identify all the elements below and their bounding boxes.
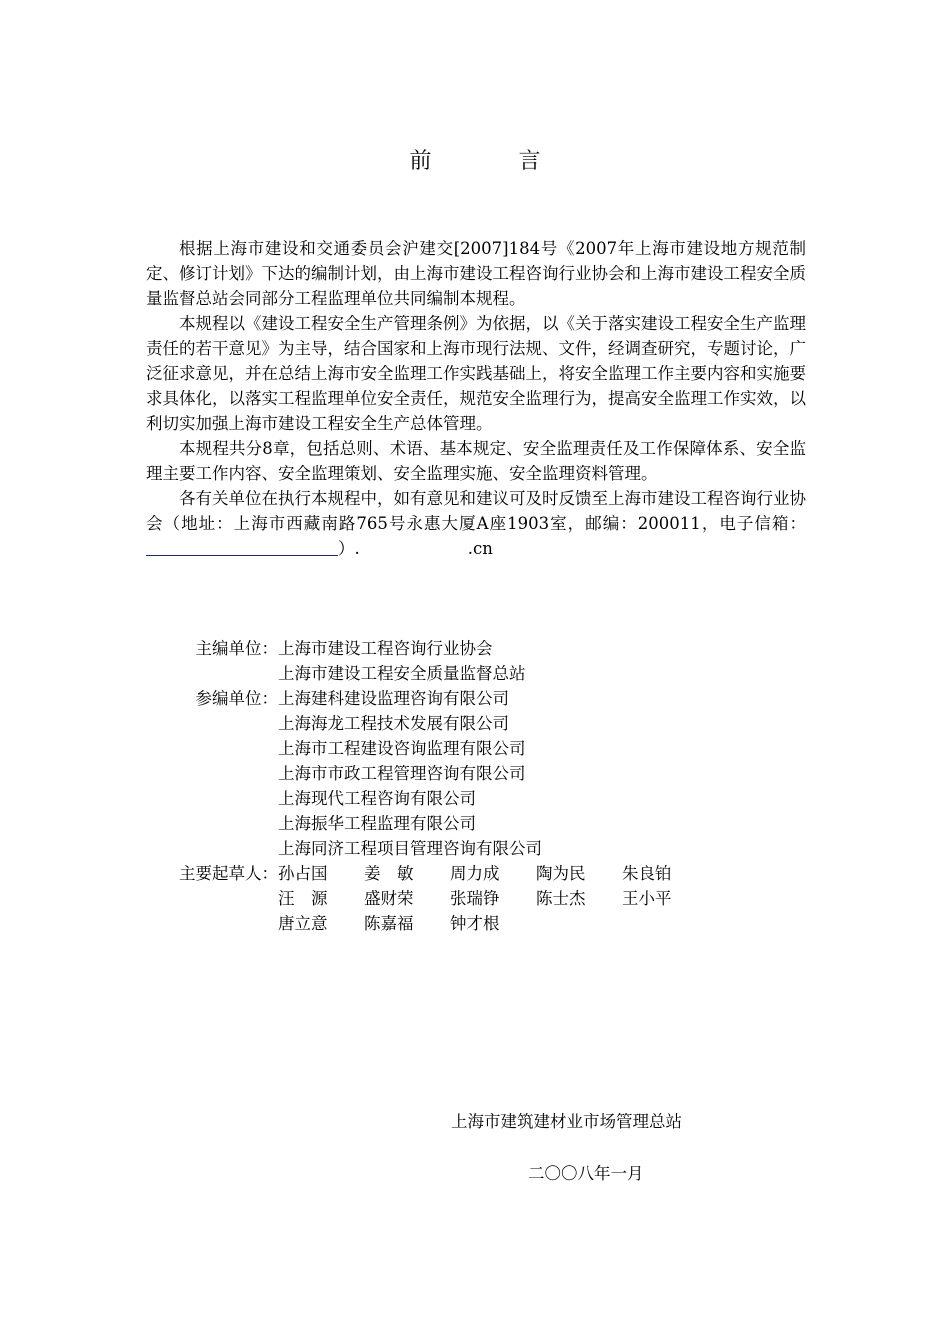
drafter-name: 陶为民: [536, 864, 586, 883]
credits-section: [146, 636, 806, 936]
participant-row: [146, 711, 806, 736]
participant-unit: 上海现代工程咨询有限公司: [278, 789, 476, 808]
participant-unit: 上海市工程建设咨询监理有限公司: [278, 739, 526, 758]
drafter-names: [278, 911, 536, 936]
drafter-name: 周力成: [450, 864, 500, 883]
drafter-name: 钟才根: [450, 914, 500, 933]
email-underline: [146, 537, 338, 556]
domain-suffix: .cn: [467, 539, 493, 558]
drafters-label: 主要起草人：: [179, 864, 278, 883]
contact-text: 各有关单位在执行本规程中，如有意见和建议可及时反馈至上海市建设工程咨询行业协会（地址：上海市西藏南路765号永惠大厦A座1903室，邮编：200011，: [146, 489, 806, 533]
drafter-names: [278, 861, 708, 886]
drafter-name: 陈士杰: [536, 889, 586, 908]
participant-label: 参编单位：: [195, 689, 278, 708]
issuing-organization: 上海市建筑建材业市场管理总站: [451, 1112, 682, 1131]
paragraph-1: 根据上海市建设和交通委员会沪建交[2007]184号《2007年上海市建设地方规范制定、修订计划》下达的编制计划，由上海市建设工程咨询行业协会和上海市建设工程安全质量监督总站会同部分工程监理单位共同编制本规程。: [146, 239, 806, 308]
participant-unit: 上海海龙工程技术发展有限公司: [278, 714, 509, 733]
drafter-name: 孙占国: [278, 864, 328, 883]
email-label: 电子信箱：: [719, 514, 806, 533]
drafter-name: 盛财荣: [364, 889, 414, 908]
drafter-name: 王小平: [622, 889, 672, 908]
drafters-row-1: [146, 861, 806, 886]
drafters-row-3: [146, 911, 806, 936]
drafter-name: 唐立意: [278, 914, 328, 933]
drafter-name: 汪 源: [278, 889, 328, 908]
chief-unit: 上海市建设工程安全质量监督总站: [278, 664, 526, 683]
paragraph-3: 本规程共分8章，包括总则、术语、基本规定、安全监理责任及工作保障体系、安全监理主要工作内容、安全监理策划、安全监理实施、安全监理资料管理。: [146, 439, 806, 483]
drafter-name: 姜 敏: [364, 864, 414, 883]
participant-row: [146, 836, 806, 861]
participant-unit: 上海振华工程监理有限公司: [278, 814, 476, 833]
participant-unit: 上海市市政工程管理咨询有限公司: [278, 764, 526, 783]
participant-unit: 上海建科建设监理咨询有限公司: [278, 689, 509, 708]
participant-row: [146, 811, 806, 836]
participant-row: [146, 736, 806, 761]
issue-date: 二〇〇八年一月: [528, 1164, 644, 1183]
drafters-row-2: [146, 886, 806, 911]
paragraph-contact: [146, 486, 806, 561]
email-tail: ）.: [338, 539, 360, 558]
page-title: 前 言: [409, 149, 581, 174]
preface-body: [146, 236, 806, 561]
drafter-name: 陈嘉福: [364, 914, 414, 933]
participant-row: [146, 786, 806, 811]
drafter-name: 张瑞铮: [450, 889, 500, 908]
chief-label: 主编单位：: [195, 639, 278, 658]
participant-unit: 上海同济工程项目管理咨询有限公司: [278, 839, 542, 858]
participant-row-1: [146, 686, 806, 711]
chief-row-1: [146, 636, 806, 661]
participant-row: [146, 761, 806, 786]
chief-row-2: [146, 661, 806, 686]
paragraph-2: 本规程以《建设工程安全生产管理条例》为依据，以《关于落实建设工程安全生产监理责任的若干意见》为主导，结合国家和上海市现行法规、文件，经调查研究，专题讨论，广泛征求意见，并在总结上海市安全监理工作实践基础上，将安全监理工作主要内容和实施要求具体化，以落实工程监理单位安全责任，规范安全监理行为，提高安全监理工作实效，以利切实加强上海市建设工程安全生产总体管理。: [146, 314, 806, 433]
drafter-name: 朱良铂: [622, 864, 672, 883]
chief-unit: 上海市建设工程咨询行业协会: [278, 639, 493, 658]
drafter-names: [278, 886, 708, 911]
